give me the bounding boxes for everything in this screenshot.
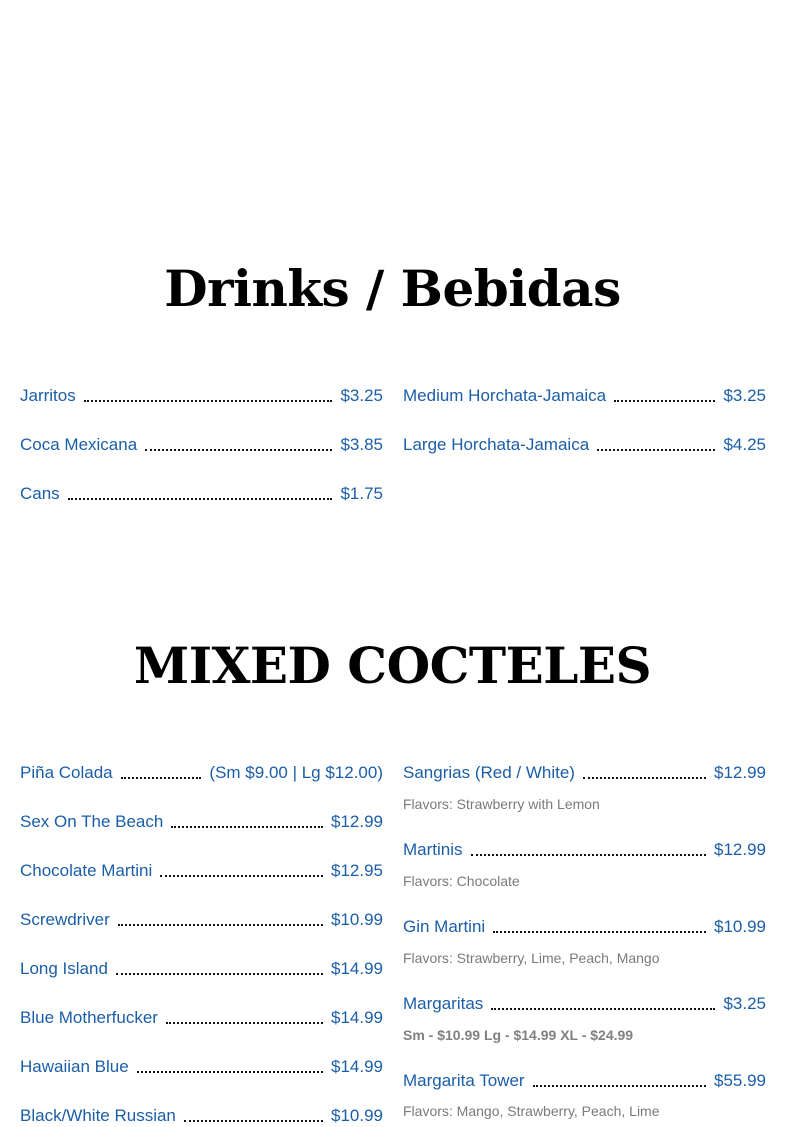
menu-item (403, 1070, 766, 1092)
menu-item-name: Chocolate Martini (20, 861, 153, 880)
menu-item-name: Blue Motherfucker (20, 1008, 158, 1027)
menu-item-flavors: Flavors: Mango, Strawberry, Peach, Lime (403, 1103, 660, 1119)
menu-item-price: $12.95 (331, 861, 383, 880)
menu-item-price: $3.25 (340, 386, 383, 405)
menu-item-price: $10.99 (714, 917, 766, 936)
menu-item (403, 993, 766, 1015)
dot-leader (583, 777, 706, 779)
menu-item (403, 839, 766, 861)
menu-item (403, 916, 766, 938)
menu-item-price: $4.25 (723, 435, 766, 454)
menu-item-price: $55.99 (714, 1071, 766, 1090)
menu-item (403, 385, 766, 407)
menu-item-price: $10.99 (331, 910, 383, 929)
menu-item-name: Medium Horchata-Jamaica (403, 386, 607, 405)
dot-leader (597, 449, 715, 451)
menu-item (20, 1105, 383, 1127)
menu-item-price: $14.99 (331, 1008, 383, 1027)
dot-leader (137, 1071, 323, 1073)
menu-item (403, 762, 766, 784)
menu-item-price: $1.75 (340, 484, 383, 503)
menu-item-price: $14.99 (331, 1057, 383, 1076)
menu-item (20, 434, 383, 456)
menu-item-name: Large Horchata-Jamaica (403, 435, 590, 454)
menu-item-name: Piña Colada (20, 763, 113, 782)
dot-leader (116, 973, 323, 975)
menu-item-name: Cans (20, 484, 60, 503)
dot-leader (184, 1120, 323, 1122)
menu-item-flavors: Flavors: Chocolate (403, 873, 520, 889)
menu-item-price: $10.99 (331, 1106, 383, 1125)
dot-leader (493, 931, 706, 933)
drinks-section-title: Drinks / Bebidas (164, 259, 621, 318)
menu-item-name: Hawaiian Blue (20, 1057, 129, 1076)
menu-item-name: Sex On The Beach (20, 812, 164, 831)
menu-item-name: Jarritos (20, 386, 76, 405)
dot-leader (614, 400, 715, 402)
menu-item (20, 1007, 383, 1029)
menu-item-name: Long Island (20, 959, 108, 978)
dot-leader (118, 924, 323, 926)
dot-leader (84, 400, 333, 402)
menu-item-price: $12.99 (331, 812, 383, 831)
dot-leader (166, 1022, 323, 1024)
menu-item-price: $14.99 (331, 959, 383, 978)
menu-item (403, 434, 766, 456)
menu-item-flavors: Flavors: Strawberry with Lemon (403, 796, 600, 812)
menu-item (20, 860, 383, 882)
menu-item (20, 909, 383, 931)
menu-item-price: $12.99 (714, 763, 766, 782)
dot-leader (491, 1008, 715, 1010)
menu-item-name: Sangrias (Red / White) (403, 763, 575, 782)
menu-item-name: Screwdriver (20, 910, 110, 929)
menu-item-price: $3.85 (340, 435, 383, 454)
menu-item-name: Black/White Russian (20, 1106, 176, 1125)
menu-item (20, 958, 383, 980)
menu-item-name: Martinis (403, 840, 463, 859)
menu-item-price: $12.99 (714, 840, 766, 859)
dot-leader (471, 854, 706, 856)
menu-item-price: $3.25 (723, 386, 766, 405)
menu-item (20, 483, 383, 505)
menu-item-name: Margaritas (403, 994, 484, 1013)
dot-leader (533, 1085, 706, 1087)
dot-leader (171, 826, 323, 828)
menu-item-name: Margarita Tower (403, 1071, 525, 1090)
menu-item (20, 1056, 383, 1078)
dot-leader (68, 498, 333, 500)
menu-item-name: Gin Martini (403, 917, 486, 936)
menu-item-sizes: Sm - $10.99 Lg - $14.99 XL - $24.99 (403, 1027, 634, 1043)
menu-item (20, 385, 383, 407)
menu-item (20, 811, 383, 833)
menu-item-price: $3.25 (723, 994, 766, 1013)
menu-item (20, 762, 383, 784)
dot-leader (145, 449, 332, 451)
menu-item-flavors: Flavors: Strawberry, Lime, Peach, Mango (403, 950, 660, 966)
mixed-section-title: MIXED COCTELES (133, 636, 652, 695)
menu-item-price: (Sm $9.00 | Lg $12.00) (209, 763, 383, 782)
dot-leader (160, 875, 323, 877)
dot-leader (121, 777, 202, 779)
menu-item-name: Coca Mexicana (20, 435, 138, 454)
